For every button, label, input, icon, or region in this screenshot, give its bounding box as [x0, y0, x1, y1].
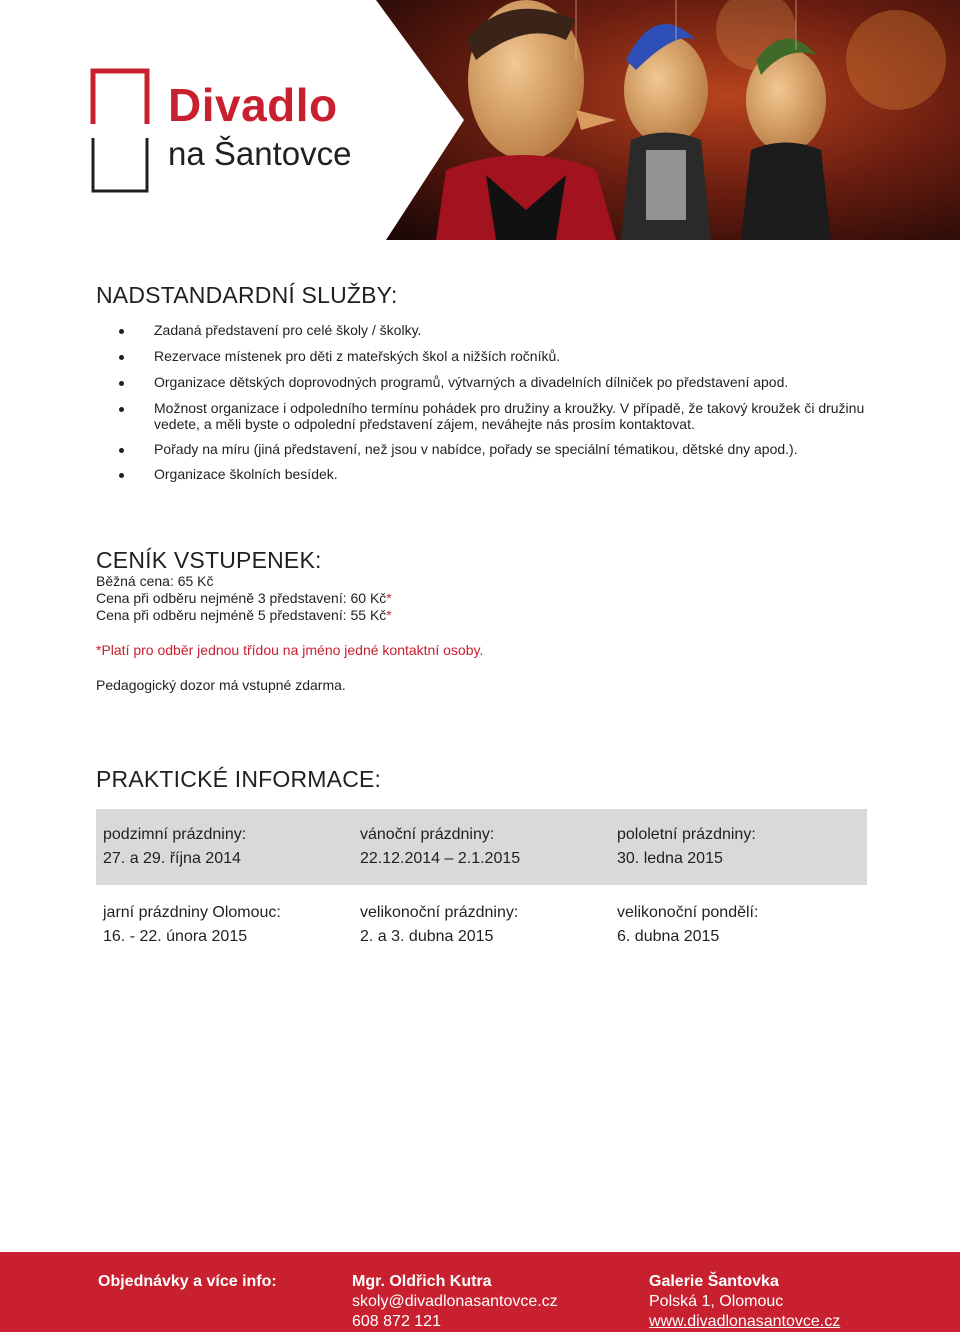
venue-name: Galerie Šantovka: [649, 1273, 779, 1290]
logo-title: Divadlo: [168, 79, 338, 131]
footer: [0, 1252, 960, 1332]
holiday-date: 6. dubna 2015: [617, 928, 720, 945]
holiday-date: 27. a 29. října 2014: [103, 850, 241, 867]
price-three-shows: [96, 590, 876, 607]
contact-name: Mgr. Oldřich Kutra: [352, 1273, 492, 1290]
holidays-row: [96, 887, 867, 963]
list-item: Zadaná představení pro celé školy / školky.: [96, 322, 866, 338]
price-note: *Platí pro odběr jednou třídou na jméno jedné kontaktní osoby.: [96, 642, 484, 658]
footer-orders-label: Objednávky a více info:: [98, 1273, 277, 1290]
holiday-cell: [617, 901, 867, 949]
holiday-label: velikonoční pondělí:: [617, 904, 759, 921]
free-entry-note: Pedagogický dozor má vstupné zdarma.: [96, 677, 346, 693]
list-item: Možnost organizace i odpoledního termínu pohádek pro družiny a kroužky. V případě, že takový kroužek či družinu vedete, a měli byste o odpolední představení zájem, neváhejte nás prosím kontaktovat.: [96, 400, 866, 432]
info-heading: PRAKTICKÉ INFORMACE:: [96, 766, 382, 792]
logo-mark-icon: [90, 68, 150, 194]
price-regular: Běžná cena: 65 Kč: [96, 573, 214, 589]
holiday-date: 30. ledna 2015: [617, 850, 723, 867]
footer-contact: [352, 1272, 558, 1332]
list-item: Pořady na míru (jiná představení, než jsou v nabídce, pořady se speciální tématikou, dětské dny apod.).: [96, 441, 866, 457]
venue-web-link[interactable]: www.divadlonasantovce.cz: [649, 1313, 841, 1330]
services-list: [96, 318, 866, 482]
holiday-label: jarní prázdniny Olomouc:: [103, 904, 281, 921]
list-item: Rezervace místenek pro děti z mateřských škol a nižších ročníků.: [96, 348, 866, 364]
contact-email-link[interactable]: skoly@divadlonasantovce.cz: [352, 1293, 558, 1310]
list-item: Organizace školních besídek.: [96, 466, 866, 482]
holiday-date: 22.12.2014 – 2.1.2015: [360, 850, 521, 867]
holiday-cell: [617, 823, 867, 871]
logo: [90, 68, 370, 198]
holiday-cell: [360, 823, 610, 871]
header-photo-puppets: [376, 0, 960, 240]
asterisk: *: [386, 590, 392, 606]
price-three-shows-text: Cena při odběru nejméně 3 představení: 60 Kč: [96, 590, 387, 606]
prices-heading: CENÍK VSTUPENEK:: [96, 547, 322, 573]
holiday-date: 16. - 22. února 2015: [103, 928, 248, 945]
holiday-cell: [360, 901, 610, 949]
puppets-image-icon: [376, 0, 960, 240]
price-five-shows-text: Cena při odběru nejméně 5 představení: 55 Kč: [96, 607, 387, 623]
holiday-label: pololetní prázdniny:: [617, 826, 756, 843]
holiday-label: vánoční prázdniny:: [360, 826, 495, 843]
price-list: [96, 573, 876, 694]
holiday-cell: [103, 823, 353, 871]
contact-phone: 608 872 121: [352, 1313, 441, 1330]
services-heading: NADSTANDARDNÍ SLUŽBY:: [96, 282, 398, 308]
holiday-date: 2. a 3. dubna 2015: [360, 928, 494, 945]
venue-address: Polská 1, Olomouc: [649, 1293, 784, 1310]
footer-venue: [649, 1272, 840, 1332]
list-item: Organizace dětských doprovodných programů, výtvarných a divadelních dílniček po představení apod.: [96, 374, 866, 390]
holiday-label: podzimní prázdniny:: [103, 826, 247, 843]
price-five-shows: [96, 607, 876, 624]
holiday-cell: [103, 901, 353, 949]
holidays-row: [96, 809, 867, 885]
asterisk: *: [386, 607, 392, 623]
logo-subtitle: na Šantovce: [168, 135, 352, 172]
holiday-label: velikonoční prázdniny:: [360, 904, 519, 921]
